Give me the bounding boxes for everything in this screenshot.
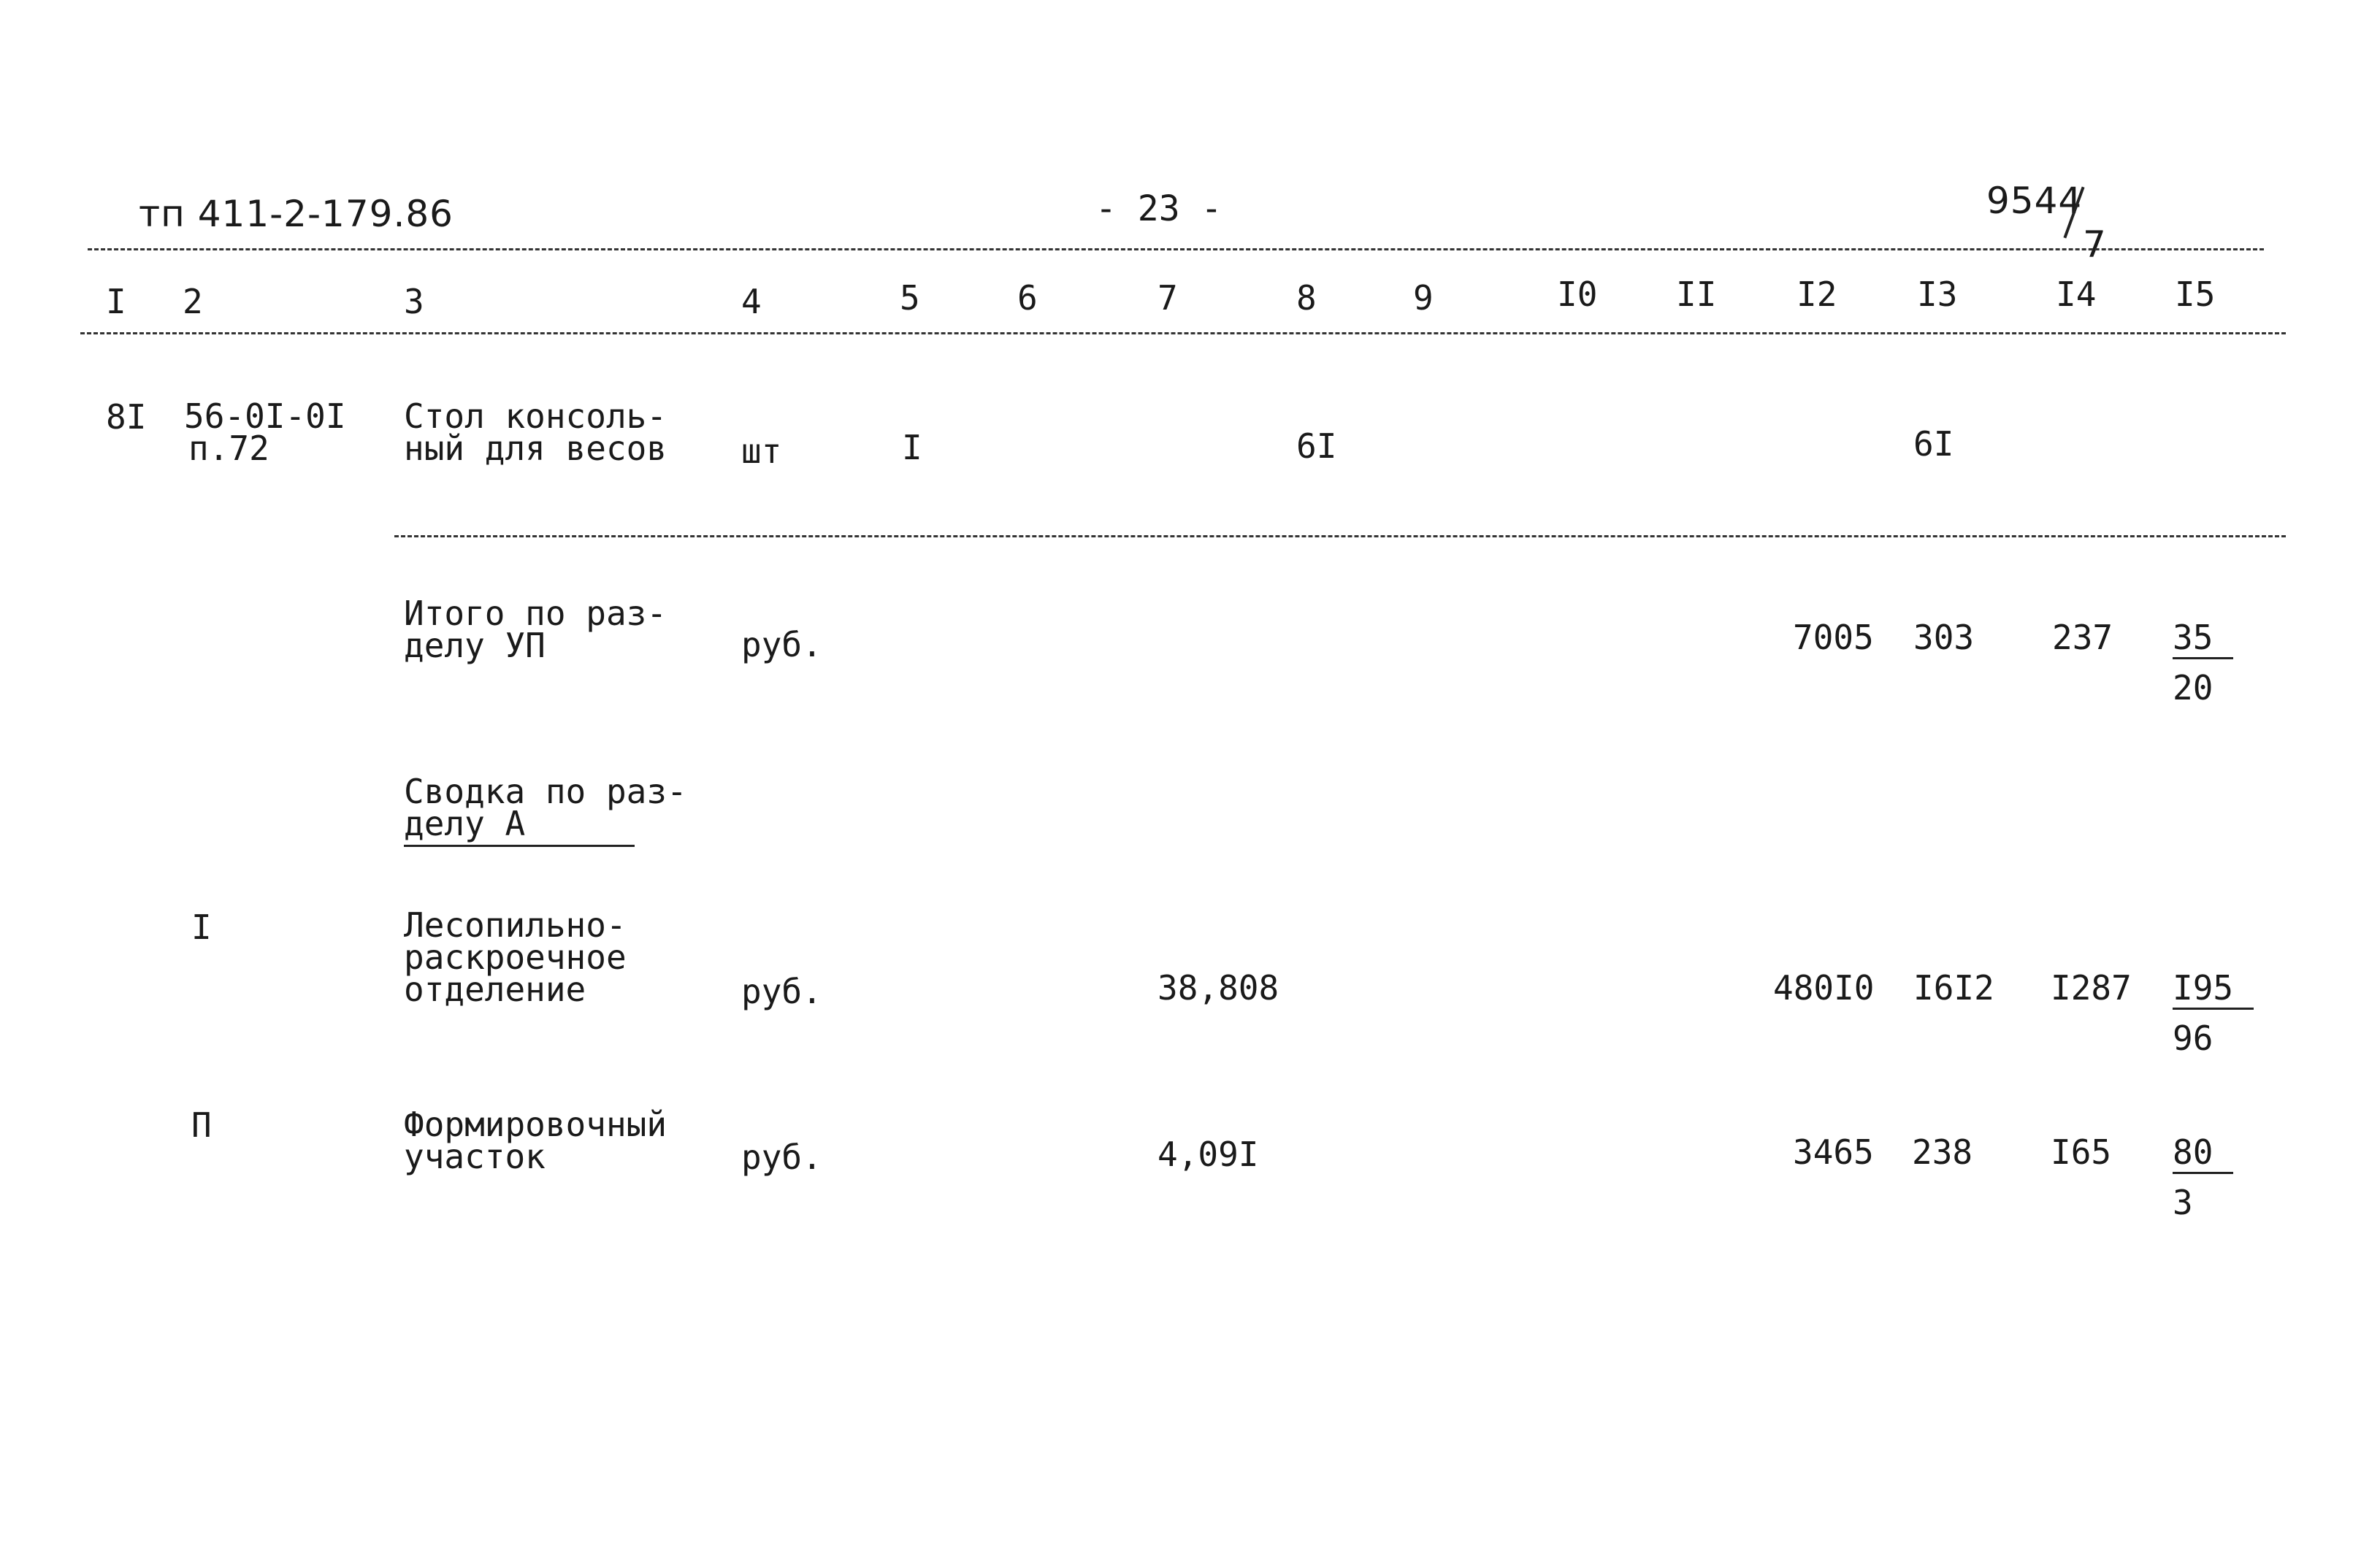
summary-heading bbox=[404, 772, 687, 843]
summary-row-col7: 38,808 bbox=[1158, 968, 1279, 1008]
col-header-1: I bbox=[106, 282, 126, 321]
col-header-15: I5 bbox=[2175, 275, 2216, 314]
col-header-11: II bbox=[1676, 275, 1717, 314]
summary-row-col15 bbox=[2173, 968, 2254, 1058]
summary-row-col14: I287 bbox=[2051, 968, 2132, 1008]
summary-row-name-line1: Формировочный bbox=[404, 1105, 667, 1144]
row-code-line2: п.72 bbox=[188, 429, 269, 468]
col-header-8: 8 bbox=[1296, 278, 1317, 318]
row-col13: 6I bbox=[1913, 424, 1954, 464]
total-col13: 303 bbox=[1913, 618, 1975, 657]
summary-row-number: I bbox=[191, 908, 212, 947]
col-header-5: 5 bbox=[900, 278, 920, 318]
total-name bbox=[404, 594, 667, 665]
summary-row-name bbox=[404, 1105, 667, 1176]
summary-row-name-line2: участок bbox=[404, 1137, 546, 1176]
summary-row-col12: 3465 bbox=[1793, 1132, 1874, 1172]
total-col15-numerator: 35 bbox=[2173, 621, 2233, 659]
total-name-line2: делу УП bbox=[404, 626, 546, 665]
col-header-3: 3 bbox=[404, 282, 424, 321]
summary-row-col12: 480I0 bbox=[1773, 968, 1875, 1008]
header-rule-top bbox=[88, 248, 2264, 250]
summary-row-name bbox=[404, 905, 627, 1009]
total-col15-denominator: 20 bbox=[2173, 668, 2213, 707]
summary-heading-line1: Сводка по раз- bbox=[404, 772, 687, 811]
summary-row-col15-denominator: 96 bbox=[2173, 1019, 2213, 1058]
summary-row-number: П bbox=[191, 1105, 212, 1145]
col-header-2: 2 bbox=[183, 282, 203, 321]
total-name-line1: Итого по раз- bbox=[404, 594, 667, 633]
col-header-10: I0 bbox=[1557, 275, 1598, 314]
row-name bbox=[404, 396, 667, 468]
summary-row-name-line3: отделение bbox=[404, 970, 586, 1009]
total-col14: 237 bbox=[2052, 618, 2113, 657]
total-unit: руб. bbox=[741, 625, 822, 664]
summary-heading-line2: делу А bbox=[404, 804, 635, 847]
col-header-7: 7 bbox=[1158, 278, 1178, 318]
summary-row-name-line2: раскроечное bbox=[404, 937, 627, 977]
row-qty: I bbox=[902, 428, 922, 467]
summary-row-unit: руб. bbox=[741, 972, 822, 1011]
col-header-9: 9 bbox=[1413, 278, 1434, 318]
summary-row-col15-numerator: I95 bbox=[2173, 971, 2254, 1010]
col-header-6: 6 bbox=[1017, 278, 1038, 318]
summary-row-col15-numerator: 80 bbox=[2173, 1135, 2233, 1174]
page-number: - 23 - bbox=[1095, 188, 1222, 229]
row-code-line1: 56-0I-0I bbox=[184, 396, 346, 436]
row-code bbox=[184, 396, 346, 468]
row-name-line1: Стол консоль- bbox=[404, 396, 667, 436]
row-col8: 6I bbox=[1296, 426, 1337, 466]
sheet-ref-top: 9544 bbox=[1986, 180, 2083, 222]
summary-row-unit: руб. bbox=[741, 1138, 822, 1177]
row-number: 8I bbox=[106, 397, 147, 437]
col-header-13: I3 bbox=[1917, 275, 1958, 314]
summary-row-col7: 4,09I bbox=[1158, 1135, 1259, 1174]
section-rule bbox=[394, 535, 2286, 537]
row-unit: шт bbox=[741, 432, 782, 471]
row-name-line2: ный для весов bbox=[404, 429, 667, 468]
summary-row-col13: 238 bbox=[1912, 1132, 1973, 1172]
summary-row-col15-denominator: 3 bbox=[2173, 1183, 2193, 1222]
total-col12: 7005 bbox=[1793, 618, 1874, 657]
total-col15 bbox=[2173, 618, 2233, 707]
summary-row-col15 bbox=[2173, 1132, 2233, 1222]
summary-row-col13: I6I2 bbox=[1913, 968, 1994, 1008]
col-header-4: 4 bbox=[741, 282, 762, 321]
col-header-14: I4 bbox=[2056, 275, 2097, 314]
summary-row-name-line1: Лесопильно- bbox=[404, 905, 627, 945]
col-header-12: I2 bbox=[1797, 275, 1837, 314]
summary-row-col14: I65 bbox=[2051, 1132, 2112, 1172]
header-rule-bottom bbox=[80, 332, 2286, 334]
sheet-ref-bottom: 7 bbox=[2083, 223, 2107, 266]
document-code: тп 411-2-179.86 bbox=[139, 193, 454, 235]
